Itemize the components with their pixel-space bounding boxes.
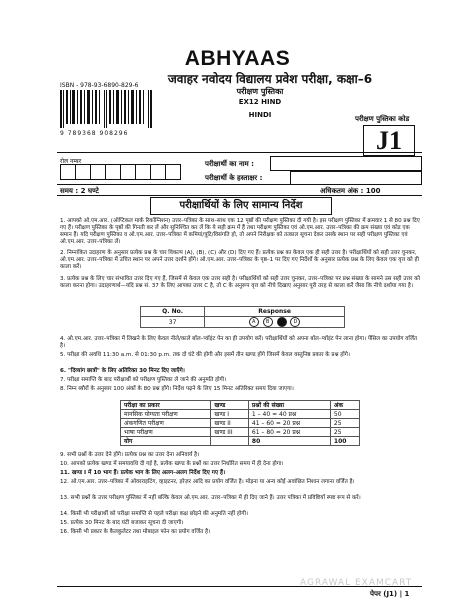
- dist-cell: भाषा परीक्षण: [121, 428, 211, 437]
- candidate-name-field[interactable]: [270, 156, 422, 171]
- instruction-item: 1. आपको ओ.एम.आर. (ऑप्टिकल मार्क रिकॉग्निशन) उत्तर–पत्रिका के साथ–साथ एक 12 पृष्ठों की परीक्षण पुस्तिका दी गयी है। इस परीक्षण पुस्तिका में क्रमवार 1 से 80 प्रश्न दिए गए हैं। परीक्षण पुस्तिका के पृष्ठों की गिनती कर लें और सुनिश्चित कर लें कि ये सही क्रम में हैं तथा परीक्षण पुस्तिका एवं ओ.एम.आर. उत्तर–पत्रिका की क्रम संख्या एवं कोड एक समान हैं। यदि परीक्षण पुस्तिका व ओ.एम.आर. उत्तर–पत्रिका में कमियां/त्रुटि/विसंगति हो, तो अपने निरीक्षक को तत्काल सूचना देकर उसके स्थान पर सही परीक्षण पुस्तिका एवं ओ.एम.आर. उत्तर–पत्रिका लें।: [60, 218, 420, 245]
- dist-cell: 41 – 60 = 20 प्रश्न: [248, 419, 330, 428]
- instruction-item: 16. किसी भी प्रकार के कैलकुलेटर तथा मोबाइल फोन का प्रयोग वर्जित है।: [60, 529, 211, 535]
- col-response-header: Response: [205, 307, 345, 317]
- bubble-d: D: [290, 317, 300, 327]
- instruction-item: 7. परीक्षा समाप्ति के बाद परीक्षार्थी को परीक्षण पुस्तिका ले जाने की अनुमति होगी।: [60, 377, 227, 383]
- roll-number-grid[interactable]: [60, 164, 181, 180]
- instruction-item: 8. निम्न ब्यौरों के अनुसार 100 अंकों के 80 प्रश्न होंगे। निर्देश पढ़ने के लिए 15 मिनट अतिरिक्त समय दिया जाएगा।: [60, 386, 294, 392]
- page-number: पेपर (J1) | 1: [370, 590, 410, 598]
- divider: [57, 152, 422, 153]
- dist-cell: 25: [330, 419, 359, 428]
- dist-header: प्रश्नों की संख्या: [248, 401, 330, 410]
- dist-header: खण्ड: [211, 401, 248, 410]
- bubble-a: A: [249, 317, 259, 327]
- instructions-heading: परीक्षार्थियों के लिए सामान्य निर्देश: [150, 197, 332, 215]
- dist-cell: 25: [330, 428, 359, 437]
- isbn-label: ISBN - 978-93-6890-829-6: [60, 82, 139, 89]
- dist-header: परीक्षा का प्रकार: [121, 401, 211, 410]
- dist-cell: खण्ड II: [211, 419, 248, 428]
- dist-cell: योग: [121, 437, 211, 446]
- dist-cell: अंकगणित परीक्षण: [121, 419, 211, 428]
- example-bubbles: [205, 317, 345, 328]
- bubble-b: B: [263, 317, 273, 327]
- col-qno-header: Q. No.: [141, 307, 205, 317]
- exam-title: जवाहर नवोदय विद्यालय प्रवेश परीक्षा, कक्षा–6: [167, 72, 373, 86]
- footer-watermark: AGRAWAL EXAMCART: [300, 578, 413, 588]
- table-row-total: [121, 437, 360, 446]
- table-row: [121, 428, 360, 437]
- dist-cell: [211, 437, 248, 446]
- instruction-item: 6. "दिव्यांग छात्रों" के लिए अतिरिक्त 30 मिनट दिए जाएँगे।: [60, 368, 185, 374]
- barcode-icon: [60, 90, 152, 128]
- instruction-item: 4. ओ.एम.आर. उत्तर–पत्रिका में लिखने के लिए केवल नीले/काले बॉल–प्वॉइंट पेन का ही उपयोग करें। परीक्षार्थियों को अपना बॉल–प्वॉइंट पेन लाना होगा। पेंसिल का उपयोग वर्जित है।: [60, 336, 418, 349]
- dist-cell: मानसिक योग्यता परीक्षण: [121, 410, 211, 419]
- dist-cell: खण्ड I: [211, 410, 248, 419]
- dist-cell: खण्ड III: [211, 428, 248, 437]
- divider: [57, 195, 422, 196]
- instruction-item: 11. खण्ड I में 10 भाग हैं। प्रत्येक भाग के लिए अलग–अलग निर्देश दिए गए हैं।: [60, 470, 226, 476]
- dist-cell: 1 – 40 = 40 प्रश्न: [248, 410, 330, 419]
- booklet-code-label: परीक्षण पुस्तिका कोड: [355, 115, 410, 123]
- instruction-item: 3. प्रत्येक प्रश्न के लिए चार संभावित उत्तर दिए गए हैं, जिसमें से केवल एक उत्तर सही है। परीक्षार्थियों को सही उत्तर चुनकर, उत्तर–पत्रिका पर प्रश्न संख्या के सामने उस सही उत्तर को काला करना होगा। उदाहरणार्थ—यदि प्रश्न सं. 37 के लिए आपका उत्तर C है, तो C के अनुरूप वृत्त को नीचे दिखाए अनुसार पूरी तरह से काला करें जैसा कि नीचे दर्शाया गया है।: [60, 276, 420, 289]
- table-row: [121, 410, 360, 419]
- dist-cell: 80: [248, 437, 330, 446]
- dist-cell: 61 – 80 = 20 प्रश्न: [248, 428, 330, 437]
- example-qno: 37: [141, 317, 205, 328]
- candidate-sign-field[interactable]: [290, 171, 422, 185]
- candidate-name-label: परीक्षार्थी का नाम :: [205, 160, 254, 168]
- instruction-item: 5. परीक्षा की अवधि 11:30 a.m. से 01:30 p.m. तक दो घंटे की होगी और इसमें तीन खण्ड होंगे जिसमें केवल वस्तुनिष्ठ प्रकार के प्रश्न होंगे।: [60, 352, 350, 358]
- roll-number-label: रोल नम्बर: [60, 158, 82, 165]
- instruction-item: 12. ओ.एम.आर. उत्तर–पत्रिका में ओवरराइटिंग, व्हाइटनर, इरेज़र आदि का प्रयोग वर्जित है। मोड़ना या अन्य कोई अवांछित निशान लगाना वर्जित है।: [60, 479, 355, 485]
- candidate-sign-label: परीक्षार्थी के हस्ताक्षर :: [205, 174, 263, 182]
- max-marks-label: अधिकतम अंक : 100: [320, 187, 381, 195]
- instruction-item: 9. सभी प्रश्नों के उत्तर देने होंगे। प्रत्येक प्रश्न का उत्तर देना अनिवार्य है।: [60, 452, 200, 458]
- divider: [57, 184, 422, 185]
- instruction-item: 10. आपको प्रत्येक खण्ड में समयावधि दी गई है, प्रत्येक खण्ड के प्रश्नों का उत्तर निर्धारित समय में ही देना होगा।: [60, 461, 284, 467]
- bubble-c-filled: C: [277, 317, 287, 327]
- dist-header: अंक: [330, 401, 359, 410]
- brand-title: ABHYAAS: [184, 47, 291, 70]
- barcode-digits: 9 789368 908296: [60, 130, 129, 137]
- time-label: समय : 2 घण्टे: [60, 187, 99, 195]
- instruction-item: 14. किसी भी परीक्षार्थी को परीक्षा समाप्ति से पहले परीक्षा कक्ष छोड़ने की अनुमति नहीं होगी।: [60, 511, 249, 517]
- table-row: [121, 419, 360, 428]
- instruction-item: 2. निम्नांकित उदाहरण के अनुसार प्रत्येक प्रश्न के चार विकल्प (A), (B), (C) और (D) दिए गए हैं। प्रत्येक प्रश्न का केवल एक ही सही उत्तर है। परीक्षार्थियों को सही उत्तर चुनकर, ओ.एम.आर. उत्तर–पत्रिका में उचित स्थान पर अपने उत्तर दर्शाने होंगे। ओ.एम.आर. उत्तर–पत्रिका के पृष्ठ–1 पर दिए गए निर्देशों के अनुसार प्रत्येक प्रश्न के लिए केवल एक वृत्त को ही काला करें।: [60, 250, 419, 270]
- booklet-code: J1: [363, 125, 415, 156]
- dist-cell: 50: [330, 410, 359, 419]
- instruction-item: 13. सभी प्रश्नों के उत्तर परीक्षण पुस्तिका में नहीं बल्कि केवल ओ.एम.आर. उत्तर–पत्रिका में ही दिए जाने हैं। उत्तर पत्रिका में प्रविष्टियाँ स्पष्ट रूप से करें।: [60, 495, 361, 501]
- language-label: HINDI: [248, 111, 272, 119]
- booklet-label: परीक्षण पुस्तिका: [236, 87, 284, 96]
- example-response-table: [140, 306, 345, 328]
- paper-code: EX12 HIND: [238, 98, 282, 106]
- dist-cell: 100: [330, 437, 359, 446]
- instruction-item: 15. प्रत्येक 30 मिनट के बाद घंटी बजाकर सूचना दी जाएगी।: [60, 520, 184, 526]
- section-distribution-table: [120, 400, 360, 446]
